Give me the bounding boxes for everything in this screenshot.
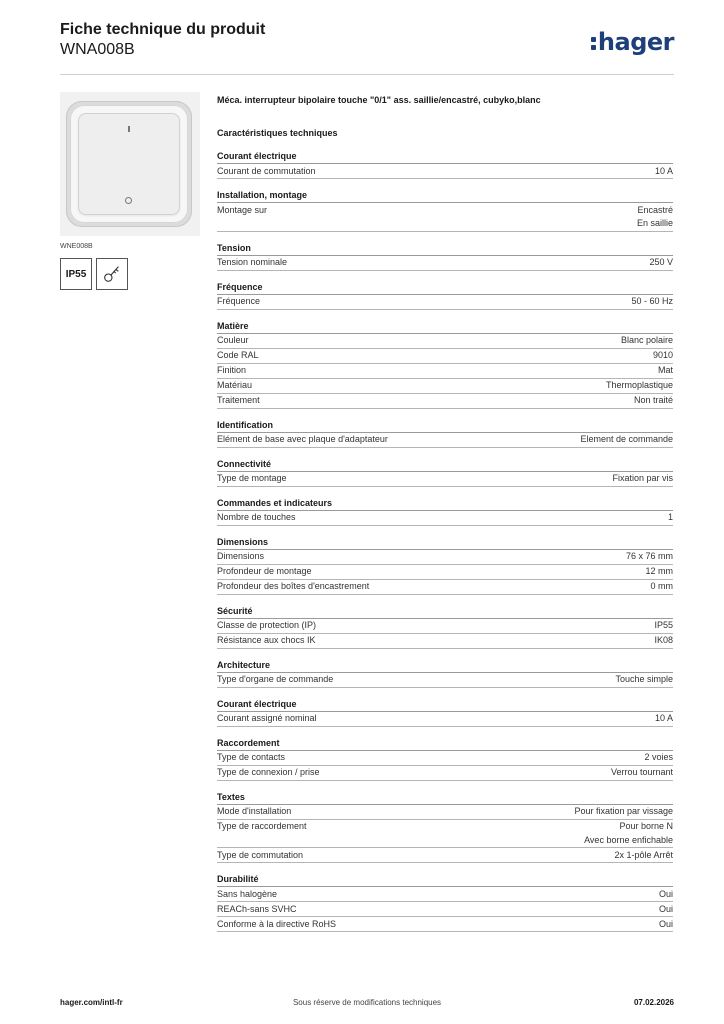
spec-value: [658, 364, 673, 378]
spec-value: [611, 766, 673, 780]
footer-disclaimer: Sous réserve de modifications techniques: [292, 998, 442, 1007]
product-image: [60, 92, 200, 236]
spec-value: [580, 433, 673, 447]
spec-value: [653, 349, 673, 363]
certification-badges: [60, 258, 200, 290]
spec-section: [217, 458, 673, 487]
spec-row: [217, 917, 673, 932]
spec-section: [217, 737, 673, 781]
ip55-label: IP55: [65, 268, 87, 280]
spec-value: [649, 256, 673, 270]
spec-value-line: Element de commande: [580, 434, 673, 444]
spec-value-line: Encastré: [637, 204, 673, 215]
section-title: Raccordement: [217, 737, 673, 751]
ip55-icon: [60, 258, 92, 290]
image-caption: WNE008B: [60, 243, 93, 250]
spec-row: [217, 712, 673, 727]
spec-label: Conforme à la directive RoHS: [217, 918, 337, 929]
spec-value-line: Pour borne N: [619, 821, 673, 831]
spec-label: Classe de protection (IP): [217, 620, 317, 630]
spec-value-line: Avec borne enfichable: [584, 834, 673, 845]
spec-section: [217, 873, 673, 932]
section-title: Fréquence: [217, 281, 673, 295]
logo-text: hager: [597, 28, 674, 56]
section-title: Commandes et indicateurs: [217, 497, 673, 511]
spec-value: [644, 751, 673, 765]
spec-label: Type de contacts: [217, 752, 286, 762]
spec-row: [217, 256, 673, 271]
spec-label: Traitement: [217, 395, 260, 405]
section-title: Sécurité: [217, 605, 673, 619]
spec-label: Résistance aux chocs IK: [217, 635, 316, 645]
spec-row: [217, 820, 673, 849]
spec-section: [217, 536, 673, 595]
spec-value: [654, 619, 673, 633]
spec-row: [217, 379, 673, 394]
spec-value-line: 0 mm: [650, 581, 673, 591]
spec-value: [574, 805, 673, 819]
spec-value-line: 9010: [652, 350, 673, 360]
spec-section: [217, 497, 673, 526]
section-title: Textes: [217, 791, 673, 805]
spec-value-line: Non traité: [633, 395, 673, 405]
spec-value-line: 10 A: [654, 165, 673, 176]
spec-label: Mode d'installation: [217, 806, 292, 816]
spec-value: [659, 888, 673, 902]
spec-row: [217, 565, 673, 580]
spec-row: [217, 164, 673, 179]
spec-label: Montage sur: [217, 204, 268, 215]
spec-value-line: Touche simple: [615, 674, 673, 684]
spec-value: [626, 550, 673, 564]
spec-section: [217, 419, 673, 448]
spec-label: Tension nominale: [217, 257, 288, 267]
spec-value-line: Oui: [658, 918, 673, 929]
spec-value: [606, 379, 673, 393]
key-glyph-icon: [101, 263, 123, 285]
section-title: Architecture: [217, 659, 673, 673]
page-header: [60, 20, 674, 68]
spec-label: Couleur: [217, 335, 249, 345]
spec-label: Type d'organe de commande: [217, 674, 334, 684]
hager-logo: [591, 28, 674, 56]
section-title: Identification: [217, 419, 673, 433]
section-title: Dimensions: [217, 536, 673, 550]
spec-value: [651, 580, 674, 594]
spec-section: [217, 320, 673, 409]
footer-date: 07.02.2026: [633, 998, 674, 1007]
spec-row: [217, 619, 673, 634]
product-description: Méca. interrupteur bipolaire touche "0/1" ass. saillie/encastré, cubyko,blanc: [217, 95, 541, 105]
spec-label: Nombre de touches: [217, 512, 296, 522]
spec-value: [655, 712, 673, 726]
spec-value-line: En saillie: [636, 218, 673, 228]
section-title: Tension: [217, 242, 673, 256]
spec-value-line: Fixation par vis: [612, 473, 673, 483]
spec-row: [217, 902, 673, 917]
spec-row: [217, 550, 673, 565]
spec-value-line: Mat: [657, 365, 673, 375]
spec-row: [217, 580, 673, 595]
spec-label: Profondeur de montage: [217, 566, 312, 576]
off-mark-icon: [125, 197, 132, 204]
spec-value: [668, 511, 673, 525]
spec-row: [217, 364, 673, 379]
spec-value: [659, 918, 673, 932]
section-title: Installation, montage: [217, 189, 673, 203]
section-title: Matière: [217, 320, 673, 334]
switch-plate: [70, 105, 188, 223]
section-title: Courant électrique: [217, 698, 673, 712]
spec-row: [217, 472, 673, 487]
spec-value-line: Oui: [658, 903, 673, 914]
spec-row: [217, 634, 673, 649]
document-title: Fiche technique du produit: [60, 21, 266, 38]
spec-label: Dimensions: [217, 551, 265, 561]
spec-value-line: Oui: [658, 888, 673, 899]
spec-label: Courant assigné nominal: [217, 713, 317, 723]
spec-value-line: IK08: [654, 635, 673, 645]
spec-value: [615, 673, 673, 687]
spec-value-line: Thermoplastique: [605, 380, 673, 390]
spec-value-line: IP55: [654, 620, 673, 630]
spec-value: [621, 334, 673, 348]
header-divider: [60, 74, 674, 75]
key-icon: [96, 258, 128, 290]
spec-value: [612, 472, 673, 486]
switch-rocker: [78, 113, 180, 215]
spec-label: Type de montage: [217, 473, 287, 483]
spec-row: [217, 848, 673, 863]
spec-row: [217, 433, 673, 448]
on-mark-icon: [128, 126, 130, 132]
spec-row: [217, 511, 673, 526]
spec-section: [217, 605, 673, 649]
spec-label: Type de raccordement: [217, 821, 307, 831]
spec-section: [217, 698, 673, 727]
spec-value: [659, 903, 673, 917]
spec-section: [217, 150, 673, 179]
section-title: Connectivité: [217, 458, 673, 472]
spec-value: [655, 165, 673, 179]
spec-row: [217, 334, 673, 349]
spec-value-line: Pour fixation par vissage: [574, 806, 673, 816]
spec-label: Matériau: [217, 380, 253, 390]
footer-website-link[interactable]: hager.com/intl-fr: [60, 998, 123, 1007]
spec-row: [217, 766, 673, 781]
spec-label: Code RAL: [217, 350, 259, 360]
spec-section: [217, 281, 673, 310]
section-title: Durabilité: [217, 873, 673, 887]
spec-value-line: 1: [667, 512, 673, 522]
specifications-column: [217, 94, 673, 932]
spec-value-line: 76 x 76 mm: [625, 551, 673, 561]
spec-row: [217, 295, 673, 310]
spec-label: Elément de base avec plaque d'adaptateur: [217, 434, 388, 444]
spec-section: [217, 189, 673, 232]
spec-label: REACh-sans SVHC: [217, 903, 297, 914]
spec-row: [217, 751, 673, 766]
spec-section: [217, 242, 673, 271]
spec-label: Type de connexion / prise: [217, 767, 320, 777]
spec-value: [637, 204, 673, 231]
spec-value: [614, 849, 673, 863]
spec-sections: [217, 150, 673, 932]
spec-row: [217, 394, 673, 409]
spec-section: [217, 659, 673, 688]
spec-value: [645, 565, 673, 579]
spec-value: [654, 634, 673, 648]
spec-value-line: 2x 1-pôle Arrêt: [614, 849, 673, 860]
spec-row: [217, 673, 673, 688]
switch-frame: [66, 101, 192, 227]
section-title: Courant électrique: [217, 150, 673, 164]
spec-value: [584, 820, 673, 847]
spec-row: [217, 203, 673, 232]
specs-heading: Caractéristiques techniques: [217, 128, 338, 138]
spec-value-line: 250 V: [649, 257, 673, 267]
spec-value-line: Verrou tournant: [610, 767, 673, 777]
spec-section: [217, 791, 673, 864]
spec-label: Sans halogène: [217, 888, 278, 899]
spec-row: [217, 887, 673, 902]
spec-row: [217, 349, 673, 364]
spec-label: Profondeur des boîtes d'encastrement: [217, 581, 370, 591]
product-reference: WNA008B: [60, 41, 135, 58]
spec-value-line: 10 A: [654, 713, 673, 723]
spec-value-line: 50 - 60 Hz: [631, 296, 673, 306]
product-visual-column: [60, 92, 200, 290]
logo-dots-icon: [591, 35, 596, 51]
spec-label: Fréquence: [217, 296, 261, 306]
spec-value: [634, 394, 673, 408]
spec-value-line: 2 voies: [644, 752, 673, 762]
spec-label: Courant de commutation: [217, 165, 316, 176]
spec-label: Finition: [217, 365, 247, 375]
spec-value-line: 12 mm: [645, 566, 673, 576]
spec-label: Type de commutation: [217, 849, 304, 860]
spec-row: [217, 805, 673, 820]
spec-value-line: Blanc polaire: [620, 335, 673, 345]
spec-value: [631, 295, 673, 309]
